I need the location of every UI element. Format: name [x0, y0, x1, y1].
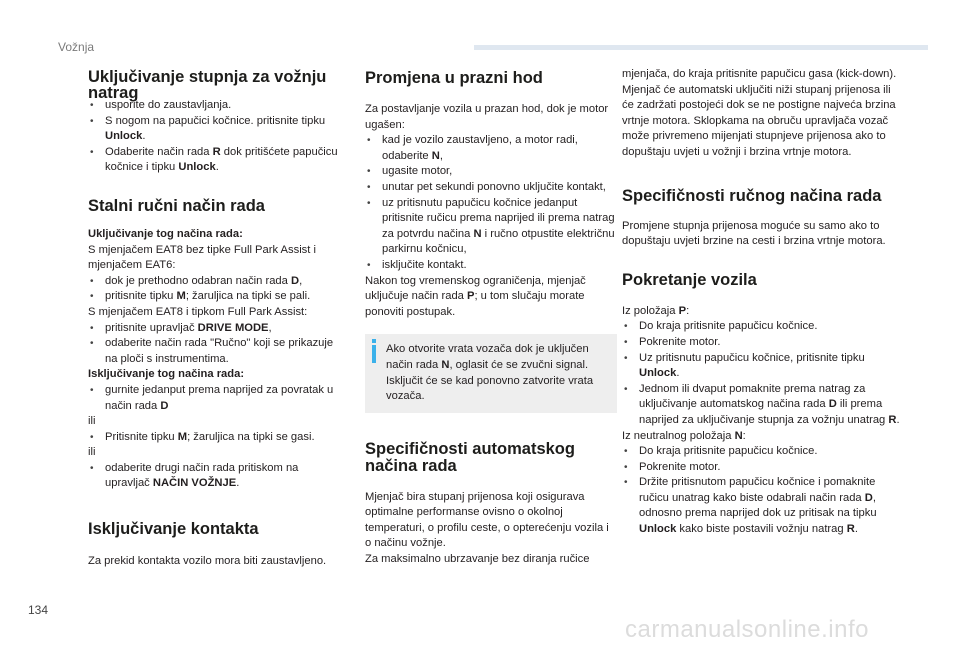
- column-3: [622, 60, 900, 538]
- header-accent-bar: [474, 45, 928, 50]
- list-enable-1: [88, 274, 346, 305]
- emphasis: N: [734, 429, 743, 442]
- list-reverse-gear: [88, 98, 346, 176]
- list-item: • unutar pet sekundi ponovno uključite kontakt,: [365, 180, 617, 196]
- emphasis: NAČIN VOŽNJE: [152, 477, 237, 490]
- list-enable-2: [88, 321, 346, 368]
- emphasis: Unlock: [639, 523, 677, 536]
- list-disable-2: [88, 430, 346, 446]
- eat8-eat6-text: S mjenjačem EAT8 bez tipke Full Park Assist i mjenjačem EAT6:: [88, 243, 316, 272]
- emphasis: D: [160, 399, 169, 412]
- list-item: • uz pritisnutu papučicu kočnice jedanput pritisnite ručicu prema naprijed ili prema natrag za potvrdu načina N i ručno otpustite električnu parkirnu kočnicu,: [365, 196, 617, 258]
- emphasis: DRIVE MODE: [197, 321, 269, 334]
- emphasis: Unlock: [639, 367, 677, 380]
- list-item: • Jednom ili dvaput pomaknite prema natrag za uključivanje automatskog načina rada D ili prema naprijed za uključivanje stupnja za vožnju unatrag R.: [622, 382, 900, 429]
- emphasis: R: [212, 145, 221, 158]
- section-title: Vožnja: [58, 40, 95, 54]
- list-item: • gurnite jedanput prema naprijed za povratak u način rada D: [88, 383, 346, 414]
- emphasis: N: [441, 358, 450, 371]
- list-item: • Držite pritisnutom papučicu kočnice i pomaknite ručicu unatrag kako biste odabrali način rada D, odnosno prema naprijed dok uz pritisak na tipku Unlock kako biste postavili vožnju natrag R.: [622, 475, 900, 537]
- auto-mode-text-1: Mjenjač bira stupanj prijenosa koji osigurava optimalne performanse ovisno o okolnoj temperaturi, o profilu ceste, o opterećenju vozila i o načinu vožnje.: [365, 490, 609, 550]
- emphasis: Unlock: [105, 130, 143, 143]
- auto-mode-continued: mjenjača, do kraja pritisnite papučicu gasa (kick-down). Mjenjač će automatski uključiti niži stupanj prijenosa ili će zadržati postojeći dok se ne postigne najveća brzina vrtnje motora. Sklopkama na obruču upravljača vozač može privremeno mijenjati stupnjeve prijenosa ako to dopuštaju uvjeti u vožnji i brzina vrtnje motora.: [622, 68, 897, 158]
- auto-mode-text-2: Za maksimalno ubrzavanje bez diranja ručice: [365, 553, 590, 566]
- list-item: • S nogom na papučici kočnice. pritisnite tipku Unlock.: [88, 114, 346, 145]
- list-disable-3: [88, 461, 346, 492]
- column-1: [88, 60, 346, 570]
- emphasis: N: [473, 227, 482, 240]
- eat8-fpa-text: S mjenjačem EAT8 i tipkom Full Park Assist:: [88, 305, 308, 318]
- info-note-text: Ako otvorite vrata vozača dok je uključen način rada N, oglasit će se zvučni signal. Isključit će se kad ponovno zatvorite vrata vozača.: [386, 343, 594, 403]
- emphasis: M: [176, 290, 186, 303]
- or-text-1: ili: [88, 415, 96, 428]
- list-item: • ugasite motor,: [365, 164, 617, 180]
- emphasis: M: [177, 430, 188, 443]
- neutral-intro: Za postavljanje vozila u prazan hod, dok je motor ugašen:: [365, 103, 609, 131]
- manual-specifics-text: Promjene stupnja prijenosa moguće su samo ako to dopuštaju uvjeti brzine na cesti i brzina vrtnje motora.: [622, 219, 886, 248]
- list-item: • pritisnite tipku M; žaruljica na tipki se pali.: [88, 289, 346, 305]
- heading-starting: Pokretanje vozila: [622, 270, 757, 289]
- list-item: • Do kraja pritisnite papučicu kočnice.: [622, 319, 900, 335]
- watermark: carmanualsonline.info: [625, 616, 869, 643]
- list-item: • Pokrenite motor.: [622, 460, 900, 476]
- subheading-disable: Isključivanje tog načina rada:: [88, 368, 245, 381]
- list-item: • Do kraja pritisnite papučicu kočnice.: [622, 444, 900, 460]
- emphasis: P: [467, 290, 475, 303]
- list-item: • Odaberite način rada R dok pritišćete papučicu kočnice i tipku Unlock.: [88, 145, 346, 176]
- from-p-text: Iz položaja P:: [622, 304, 690, 317]
- info-icon: [372, 345, 376, 363]
- list-item: • isključite kontakt.: [365, 258, 617, 274]
- list-item: • dok je prethodno odabran način rada D,: [88, 274, 346, 290]
- ignition-off-text: Za prekid kontakta vozilo mora biti zaustavljeno.: [88, 555, 327, 568]
- heading-manual-specifics: Specifičnosti ručnog načina rada: [622, 186, 882, 205]
- list-item: • Pritisnite tipku M; žaruljica na tipki se gasi.: [88, 430, 346, 446]
- list-item: • Uz pritisnutu papučicu kočnice, pritisnite tipku Unlock.: [622, 351, 900, 382]
- list-from-p: [622, 319, 900, 428]
- emphasis: N: [431, 149, 440, 162]
- emphasis: D: [864, 491, 873, 504]
- list-item: • usporite do zaustavljanja.: [88, 98, 346, 114]
- list-disable-1: [88, 383, 346, 414]
- neutral-after: Nakon tog vremenskog ograničenja, mjenjač uključuje način rada P; u tom slučaju morate ponoviti postupak.: [365, 274, 586, 318]
- list-item: • Pokrenite motor.: [622, 335, 900, 351]
- or-text-2: ili: [88, 446, 96, 459]
- emphasis: D: [828, 398, 837, 411]
- list-neutral: [365, 133, 617, 273]
- subheading-enable: Uključivanje tog načina rada:: [88, 227, 243, 240]
- emphasis: P: [678, 304, 687, 317]
- heading-auto-mode: Specifičnosti automatskog načina rada: [365, 439, 575, 475]
- heading-manual-mode: Stalni ručni način rada: [88, 196, 265, 215]
- heading-ignition-off: Isključivanje kontakta: [88, 520, 259, 539]
- list-item: • odaberite način rada "Ručno" koji se prikazuje na ploči s instrumentima.: [88, 336, 346, 367]
- column-2: [365, 60, 617, 568]
- from-n-text: Iz neutralnog položaja N:: [622, 429, 746, 442]
- heading-neutral: Promjena u prazni hod: [365, 69, 543, 87]
- heading-reverse-gear: Uključivanje stupnja za vožnju natrag: [88, 68, 327, 102]
- list-item: • kad je vozilo zaustavljeno, a motor radi, odaberite N,: [365, 133, 617, 164]
- emphasis: Unlock: [178, 161, 216, 174]
- page-number: 134: [28, 603, 49, 617]
- list-item: • odaberite drugi način rada pritiskom na upravljač NAČIN VOŽNJE.: [88, 461, 346, 492]
- emphasis: D: [290, 274, 300, 287]
- emphasis: R: [846, 523, 855, 536]
- list-from-n: [622, 444, 900, 538]
- list-item: • pritisnite upravljač DRIVE MODE,: [88, 321, 346, 337]
- emphasis: R: [888, 413, 897, 426]
- info-note: [365, 334, 617, 412]
